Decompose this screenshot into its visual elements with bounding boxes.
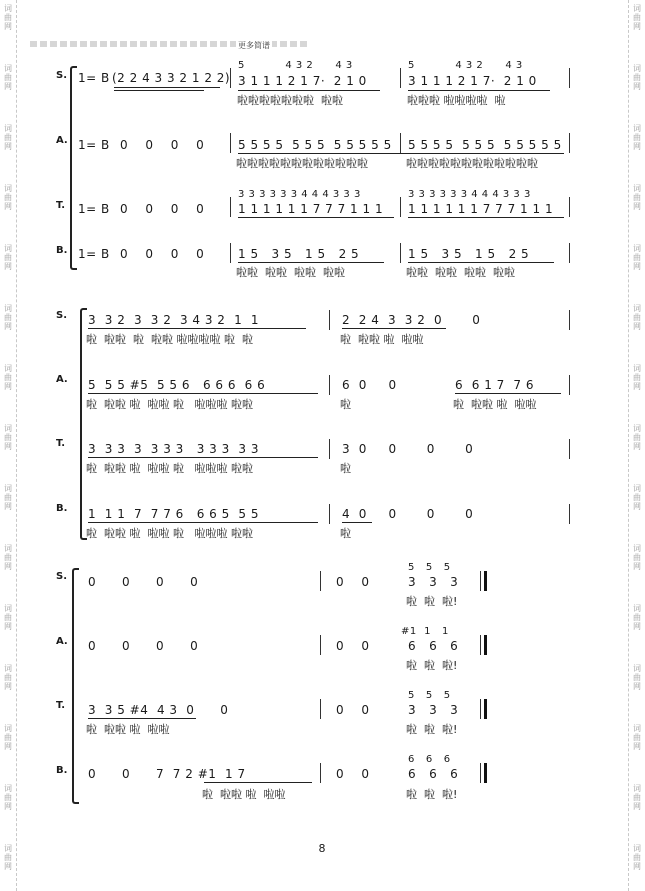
final-barline [484,635,487,655]
tenor-measure: 1 1 1 1 1 1 7 7 7 1 1 1 [408,202,554,216]
beam [238,217,394,218]
part-label-tenor: T. [56,438,66,449]
barline [400,68,401,88]
part-label-alto: A. [56,374,68,385]
watermark-glyphs: 词 曲 网 [4,64,12,91]
barline [400,197,401,217]
bass-lyrics: 啦啦 啦啦 啦啦 啦啦 [406,266,515,279]
watermark-glyphs: 词 曲 网 [4,724,12,751]
part-label-bass: B. [56,503,68,514]
part-label-bass: B. [56,765,68,776]
part-label-soprano: S. [56,310,68,321]
final-barline [484,699,487,719]
alto-lyrics: 啦 啦啦 啦 啦啦 [453,398,537,411]
alto-measure: 6 6 1 7 7 6 [455,378,535,392]
alto-upper-notes: #1 1 1 [401,626,449,637]
barline [400,243,401,263]
barline [230,243,231,263]
barline [569,68,570,88]
watermark-glyphs: 词 曲 网 [4,484,12,511]
part-label-bass: B. [56,245,68,256]
bass-measure: 1 5 3 5 1 5 2 5 [238,247,360,261]
watermark-glyphs: 词 曲 网 [4,364,12,391]
soprano-measure: 3 3 3 [408,575,459,589]
barline [569,310,570,330]
watermark-glyphs: 词 曲 网 [4,124,12,151]
watermark-glyphs: 词 曲 网 [4,244,12,271]
tenor-measure: 3 3 3 [408,703,459,717]
bass-measure: 6 6 6 [408,767,459,781]
soprano-measure: 2 2 4 3 3 2 0 0 [342,313,481,327]
barline [480,635,481,655]
beam [88,522,318,523]
barline [230,68,231,88]
part-label-alto: A. [56,636,68,647]
part-label-soprano: S. [56,70,68,81]
watermark-glyphs: 词 曲 网 [4,604,12,631]
final-barline [484,763,487,783]
barline [230,133,231,153]
barline [329,439,330,459]
tenor-upper-notes: 3 3 3 3 3 3 4 4 4 3 3 3 [238,189,361,200]
watermark-glyphs: 词 曲 网 [4,304,12,331]
bass-lyrics: 啦 啦啦 啦 啦啦 [202,788,286,801]
beam [238,153,564,154]
soprano-lyrics: 啦啦啦啦啦啦啦 啦啦 [237,94,343,107]
alto-lyrics: 啦 啦 啦! [406,659,458,672]
alto-measure: 5 5 5 5 5 5 5 5 5 5 5 5 [238,138,392,152]
key-signature: 1= B [78,71,110,85]
soprano-lyrics: 啦 啦啦 啦 啦啦 [340,333,424,346]
bass-lyrics: 啦 [340,527,351,540]
soprano-lyrics: 啦啦啦 啦啦啦啦 啦 [407,94,506,107]
barline [480,571,481,591]
alto-measure: 0 0 0 0 [88,639,199,653]
bass-upper-notes: 6 6 6 [408,754,451,765]
alto-lyrics: 啦啦啦啦啦啦啦啦啦啦啦啦 [406,157,538,170]
barline [569,133,570,153]
tenor-measure: 3 3 5 #4 4 3 0 0 [88,703,229,717]
barline [329,504,330,524]
key-signature: 1= B [78,138,110,152]
soprano-intro: (2 2 4 3 3 2 1 2 2) [112,71,231,85]
watermark-glyphs: 词 曲 网 [633,604,641,631]
barline [230,197,231,217]
system-brace [70,66,77,270]
watermark-glyphs: 词 曲 网 [4,184,12,211]
tenor-measure: 1 1 1 1 1 1 7 7 7 1 1 1 [238,202,384,216]
beam [88,393,318,394]
barline [320,699,321,719]
bass-measure: 4 0 0 0 0 [342,507,474,521]
final-barline [484,571,487,591]
part-label-alto: A. [56,135,68,146]
watermark-glyphs: 词 曲 网 [633,724,641,751]
tenor-measure: 0 0 [336,703,370,717]
soprano-upper-notes: 5 4 3 2 4 3 [408,60,523,71]
barline [569,197,570,217]
watermark-glyphs: 词 曲 网 [4,424,12,451]
beam [238,262,384,263]
beam [342,328,446,329]
part-label-tenor: T. [56,700,66,711]
barline [480,763,481,783]
beam [88,718,196,719]
soprano-lyrics: 啦 啦 啦! [406,595,458,608]
beam [88,328,306,329]
barline [400,133,401,153]
tenor-measure: 3 3 3 3 3 3 3 3 3 3 3 3 [88,442,259,456]
soprano-measure: 3 3 2 3 3 2 3 4 3 2 1 1 [88,313,259,327]
alto-measure: 5 5 5 #5 5 5 6 6 6 6 6 6 [88,378,266,392]
soprano-lyrics: 啦 啦啦 啦 啦啦 啦啦啦啦 啦 啦 [86,333,253,346]
beam [408,90,550,91]
barline [569,504,570,524]
watermark-glyphs: 词 曲 网 [633,424,641,451]
watermark-glyphs: 词 曲 网 [633,784,641,811]
system-brace [72,568,79,804]
key-signature: 1= B [78,247,110,261]
tenor-lyrics: 啦 啦啦 啦 啦啦 [86,723,170,736]
beam [238,90,380,91]
watermark-glyphs: 词 曲 网 [4,4,12,31]
tenor-lyrics: 啦 啦 啦! [406,723,458,736]
soprano-measure: 3 1 1 1 2 1 7· 2 1 0 [238,74,367,88]
watermark-glyphs: 词 曲 网 [633,844,641,871]
bass-measure: 0 0 [336,767,370,781]
bass-measure: 1 1 1 7 7 7 6 6 6 5 5 5 [88,507,259,521]
watermark-glyphs: 词 曲 网 [633,184,641,211]
barline [320,763,321,783]
watermark-glyphs: 词 曲 网 [633,664,641,691]
watermark-glyphs: 词 曲 网 [633,4,641,31]
alto-lyrics: 啦啦啦啦啦啦啦啦啦啦啦啦 [236,157,368,170]
bass-rests: 0 0 0 0 [120,247,205,261]
watermark-glyphs: 词 曲 网 [4,664,12,691]
barline [480,699,481,719]
alto-measure: 0 0 [336,639,370,653]
alto-lyrics: 啦 啦啦 啦 啦啦 啦 啦啦啦 啦啦 [86,398,253,411]
alto-lyrics: 啦 [340,398,351,411]
page-number: 8 [318,842,326,855]
barline [320,635,321,655]
header-text: 更多简谱 [238,41,270,50]
barline [569,439,570,459]
tenor-upper-notes: 5 5 5 [408,690,451,701]
alto-measure: 6 0 0 [342,378,397,392]
part-label-soprano: S. [56,571,68,582]
barline [329,375,330,395]
bass-lyrics: 啦 啦 啦! [406,788,458,801]
bass-measure: 1 5 3 5 1 5 2 5 [408,247,530,261]
bass-measure: 0 0 7 7 2 #1 1 7 [88,767,246,781]
beam [342,522,372,523]
tenor-measure: 3 0 0 0 0 [342,442,474,456]
barline [569,375,570,395]
beam [88,457,318,458]
beam [204,782,312,783]
watermark-glyphs: 词 曲 网 [633,124,641,151]
soprano-measure: 3 1 1 1 2 1 7· 2 1 0 [408,74,537,88]
alto-measure: 6 6 6 [408,639,459,653]
tenor-lyrics: 啦 啦啦 啦 啦啦 啦 啦啦啦 啦啦 [86,462,253,475]
watermark-glyphs: 词 曲 网 [4,784,12,811]
bass-lyrics: 啦啦 啦啦 啦啦 啦啦 [236,266,345,279]
bass-lyrics: 啦 啦啦 啦 啦啦 啦 啦啦啦 啦啦 [86,527,253,540]
watermark-glyphs: 词 曲 网 [633,244,641,271]
key-signature: 1= B [78,202,110,216]
barline [329,310,330,330]
tenor-rests: 0 0 0 0 [120,202,205,216]
barline [320,571,321,591]
barline [569,243,570,263]
watermark-glyphs: 词 曲 网 [4,844,12,871]
beam [408,262,554,263]
watermark-glyphs: 词 曲 网 [633,364,641,391]
part-label-tenor: T. [56,200,66,211]
alto-measure: 5 5 5 5 5 5 5 5 5 5 5 5 [408,138,562,152]
beam [114,87,220,88]
watermark-glyphs: 词 曲 网 [633,64,641,91]
soprano-upper-notes: 5 4 3 2 4 3 [238,60,353,71]
beam [114,90,204,91]
watermark-glyphs: 词 曲 网 [4,544,12,571]
soprano-measure: 0 0 [336,575,370,589]
beam [408,217,564,218]
tenor-lyrics: 啦 [340,462,351,475]
soprano-upper-notes: 5 5 5 [408,562,451,573]
beam [455,393,561,394]
watermark-glyphs: 词 曲 网 [633,544,641,571]
watermark-glyphs: 词 曲 网 [633,484,641,511]
tenor-upper-notes: 3 3 3 3 3 3 4 4 4 3 3 3 [408,189,531,200]
watermark-glyphs: 词 曲 网 [633,304,641,331]
alto-rests: 0 0 0 0 [120,138,205,152]
soprano-measure: 0 0 0 0 [88,575,199,589]
